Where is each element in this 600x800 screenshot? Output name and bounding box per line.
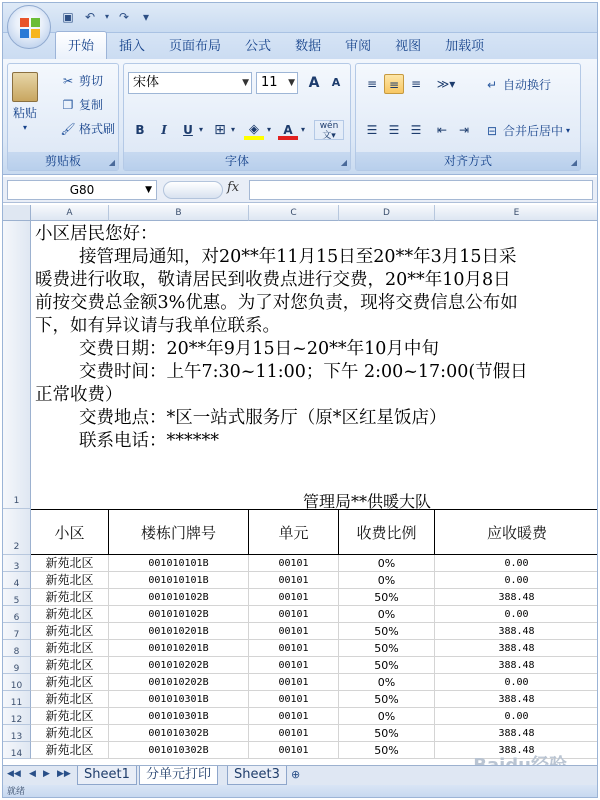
merge-center-label: 合并后居中 <box>503 124 564 138</box>
table-cell-unit[interactable]: 00101 <box>249 623 339 640</box>
table-cell-bldg[interactable]: 001010302B <box>109 742 249 759</box>
sheet-tab-sheet1[interactable]: Sheet1 <box>77 766 137 785</box>
row-header[interactable]: 7 <box>3 623 31 640</box>
align-right-icon[interactable]: ☰ <box>410 123 422 137</box>
paste-dropdown-icon: ▾ <box>22 123 27 132</box>
font-size-dropdown-icon: ▼ <box>288 78 295 88</box>
table-cell-ratio[interactable]: 50% <box>339 623 435 640</box>
alignment-group-label: 对齐方式 <box>356 152 580 170</box>
undo-icon[interactable]: ↶ <box>84 10 96 24</box>
table-cell-unit[interactable]: 00101 <box>249 589 339 606</box>
status-text: 就绪 <box>7 787 26 797</box>
column-header-e[interactable]: E <box>435 205 597 221</box>
align-left-icon[interactable]: ☰ <box>366 123 378 137</box>
header-building[interactable]: 楼栋门牌号 <box>109 509 249 555</box>
ribbon-tabs <box>3 33 597 59</box>
table-cell-ratio[interactable]: 0% <box>339 606 435 623</box>
notice-phone: 联系电话：****** <box>79 431 219 451</box>
table-cell-area[interactable]: 新苑北区 <box>31 691 109 708</box>
notice-date: 交费日期：20**年9月15日~20**年10月中旬 <box>79 339 439 359</box>
phonetic-guide-button[interactable]: wén 文▾ <box>314 120 344 140</box>
font-color-icon[interactable]: A <box>278 120 298 140</box>
table-cell-ratio[interactable]: 50% <box>339 725 435 742</box>
paste-button[interactable] <box>12 72 38 132</box>
customize-qat-icon[interactable]: ▾ <box>142 10 150 24</box>
table-cell-fee[interactable]: 0.00 <box>435 674 597 691</box>
copy-label: 复制 <box>79 98 104 112</box>
header-ratio[interactable]: 收费比例 <box>339 509 435 555</box>
quick-access-toolbar <box>59 9 155 25</box>
insert-function-icon[interactable]: fx <box>227 180 240 195</box>
first-sheet-icon[interactable]: ◀◀ <box>7 769 21 779</box>
font-launcher-icon[interactable]: ◢ <box>340 158 347 167</box>
table-cell-fee[interactable]: 388.48 <box>435 589 597 606</box>
column-header-d[interactable]: D <box>339 205 435 221</box>
clipboard-launcher-icon[interactable]: ◢ <box>108 158 115 167</box>
table-cell-fee[interactable]: 0.00 <box>435 555 597 572</box>
table-cell-unit[interactable]: 00101 <box>249 742 339 759</box>
table-cell-ratio[interactable]: 50% <box>339 640 435 657</box>
table-cell-fee[interactable]: 388.48 <box>435 623 597 640</box>
row-header-1-label: 1 <box>13 496 20 506</box>
copy-icon: ❐ <box>62 97 74 112</box>
table-cell-area[interactable]: 新苑北区 <box>31 555 109 572</box>
office-button[interactable] <box>7 5 51 49</box>
header-fee[interactable]: 应收暖费 <box>435 509 597 555</box>
font-group <box>123 63 351 171</box>
notice-greeting: 小区居民您好： <box>35 224 158 244</box>
ribbon <box>3 59 597 175</box>
fill-color-dropdown-icon[interactable]: ▾ <box>266 125 271 134</box>
notice-time-1: 交费时间：上午7:30~11:00；下午 2:00~17:00(节假日 <box>79 362 528 382</box>
table-cell-area[interactable]: 新苑北区 <box>31 708 109 725</box>
table-cell-fee[interactable]: 388.48 <box>435 742 597 759</box>
font-color-dropdown-icon[interactable]: ▾ <box>300 125 305 134</box>
row-header-2[interactable] <box>3 509 31 555</box>
header-area[interactable]: 小区 <box>31 509 109 555</box>
table-cell-bldg[interactable]: 001010202B <box>109 657 249 674</box>
font-name-dropdown-icon: ▼ <box>242 78 249 88</box>
row-header[interactable]: 3 <box>3 555 31 572</box>
table-cell-unit[interactable]: 00101 <box>249 674 339 691</box>
row-header[interactable]: 4 <box>3 572 31 589</box>
table-cell-fee[interactable]: 0.00 <box>435 606 597 623</box>
table-cell-ratio[interactable]: 50% <box>339 691 435 708</box>
notice-line-1: 接管理局通知，对20**年11月15日至20**年3月15日采 <box>79 247 517 267</box>
table-cell-unit[interactable]: 00101 <box>249 657 339 674</box>
redo-icon[interactable]: ↷ <box>118 10 130 24</box>
last-sheet-icon[interactable]: ▶▶ <box>57 769 71 779</box>
table-cell-unit[interactable]: 00101 <box>249 606 339 623</box>
table-cell-unit[interactable]: 00101 <box>249 725 339 742</box>
table-cell-unit[interactable]: 00101 <box>249 708 339 725</box>
table-cell-area[interactable]: 新苑北区 <box>31 742 109 759</box>
table-cell-bldg[interactable]: 001010201B <box>109 640 249 657</box>
row-header-1[interactable] <box>3 221 31 509</box>
next-sheet-icon[interactable]: ▶ <box>43 769 50 779</box>
wrap-text-label: 自动换行 <box>503 78 552 92</box>
table-cell-fee[interactable]: 388.48 <box>435 725 597 742</box>
row-header[interactable]: 5 <box>3 589 31 606</box>
header-unit[interactable]: 单元 <box>249 509 339 555</box>
column-header-b[interactable]: B <box>109 205 249 221</box>
table-cell-bldg[interactable]: 001010101B <box>109 555 249 572</box>
name-box-value: G80 <box>69 183 95 197</box>
tab-insert[interactable]: 插入 <box>119 39 146 54</box>
bold-button[interactable]: B <box>135 123 145 137</box>
notice-text <box>35 223 593 453</box>
table-cell-area[interactable]: 新苑北区 <box>31 657 109 674</box>
table-cell-ratio[interactable]: 0% <box>339 572 435 589</box>
table-cell-unit[interactable]: 00101 <box>249 640 339 657</box>
table-cell-area[interactable]: 新苑北区 <box>31 623 109 640</box>
paste-label: 粘贴 <box>12 106 37 120</box>
font-size-value: 11 <box>261 75 278 90</box>
table-cell-area[interactable]: 新苑北区 <box>31 725 109 742</box>
notice-time-2: 正常收费） <box>35 385 123 405</box>
row-header[interactable]: 12 <box>3 708 31 725</box>
office-logo-icon <box>19 17 41 39</box>
notice-line-3: 前按交费总金额3%优惠。为了对您负责，现将交费信息公布如 <box>35 293 518 313</box>
table-cell-ratio[interactable]: 0% <box>339 674 435 691</box>
merge-dropdown-icon: ▾ <box>566 126 571 135</box>
table-cell-bldg[interactable]: 001010301B <box>109 708 249 725</box>
table-cell-area[interactable]: 新苑北区 <box>31 572 109 589</box>
increase-indent-icon[interactable]: ⇥ <box>458 123 470 137</box>
table-cell-bldg[interactable]: 001010302B <box>109 725 249 742</box>
table-cell-bldg[interactable]: 001010102B <box>109 606 249 623</box>
row-header[interactable]: 9 <box>3 657 31 674</box>
table-cell-bldg[interactable]: 001010102B <box>109 589 249 606</box>
table-cell-area[interactable]: 新苑北区 <box>31 606 109 623</box>
alignment-launcher-icon[interactable]: ◢ <box>570 158 577 167</box>
tab-review[interactable]: 审阅 <box>345 39 372 54</box>
tab-formulas[interactable]: 公式 <box>245 39 272 54</box>
undo-dropdown-icon[interactable]: ▾ <box>104 12 109 21</box>
alignment-group <box>355 63 581 171</box>
row-header-2-label: 2 <box>13 542 20 552</box>
sheet-tab-unit-print[interactable]: 分单元打印 <box>139 766 218 785</box>
cut-label: 剪切 <box>79 74 104 88</box>
phonetic-label: wén <box>319 121 339 131</box>
tab-page-layout[interactable]: 页面布局 <box>169 39 222 54</box>
table-cell-fee[interactable]: 0.00 <box>435 572 597 589</box>
excel-window <box>2 2 598 798</box>
sheet-tab-bar <box>3 765 597 785</box>
table-cell-bldg[interactable]: 001010202B <box>109 674 249 691</box>
name-box[interactable] <box>7 180 157 200</box>
select-all-corner[interactable] <box>3 205 31 221</box>
title-bar <box>3 3 597 33</box>
table-cell-ratio[interactable]: 0% <box>339 708 435 725</box>
table-cell-fee[interactable]: 0.00 <box>435 708 597 725</box>
decrease-indent-icon[interactable]: ⇤ <box>436 123 448 137</box>
column-header-c[interactable]: C <box>249 205 339 221</box>
tab-addins[interactable]: 加载项 <box>445 39 485 54</box>
table-cell-fee[interactable]: 388.48 <box>435 640 597 657</box>
cut-button[interactable] <box>60 72 103 89</box>
underline-button[interactable]: U <box>183 123 193 137</box>
row-header[interactable]: 6 <box>3 606 31 623</box>
row-header[interactable]: 11 <box>3 691 31 708</box>
format-painter-label: 格式刷 <box>79 122 116 136</box>
formula-input[interactable] <box>249 180 593 200</box>
table-cell-bldg[interactable]: 001010301B <box>109 691 249 708</box>
status-bar <box>3 785 597 798</box>
table-cell-fee[interactable]: 388.48 <box>435 657 597 674</box>
worksheet <box>3 205 597 765</box>
table-cell-area[interactable]: 新苑北区 <box>31 640 109 657</box>
borders-dropdown-icon[interactable]: ▾ <box>230 125 235 134</box>
clipboard-group-label: 剪贴板 <box>8 152 118 170</box>
table-cell-ratio[interactable]: 50% <box>339 589 435 606</box>
save-icon[interactable]: ▣ <box>62 10 74 24</box>
sheet-tab-sheet3[interactable]: Sheet3 <box>227 766 287 785</box>
wrap-text-icon: ↵ <box>486 77 498 92</box>
table-cell-unit[interactable]: 00101 <box>249 572 339 589</box>
clipboard-group <box>7 63 119 171</box>
italic-button[interactable]: I <box>161 123 167 137</box>
row-header[interactable]: 10 <box>3 674 31 691</box>
table-cell-bldg[interactable]: 001010201B <box>109 623 249 640</box>
orientation-icon[interactable]: ≫▾ <box>436 77 456 91</box>
font-name-value: 宋体 <box>133 75 160 90</box>
borders-icon[interactable]: ⊞ <box>214 122 226 138</box>
align-center-icon[interactable]: ☰ <box>388 123 400 137</box>
column-header-a[interactable]: A <box>31 205 109 221</box>
table-cell-fee[interactable]: 388.48 <box>435 691 597 708</box>
row-header[interactable]: 13 <box>3 725 31 742</box>
row-header[interactable]: 14 <box>3 742 31 759</box>
format-painter-button[interactable] <box>60 120 115 137</box>
font-group-label: 字体 <box>124 152 350 170</box>
notice-line-4: 下，如有异议请与我单位联系。 <box>35 316 280 336</box>
formula-bar <box>3 177 597 203</box>
align-top-icon[interactable]: ≡ <box>366 77 378 91</box>
formula-bar-handle[interactable] <box>163 181 223 199</box>
merge-icon: ⊟ <box>486 123 498 138</box>
shrink-font-button[interactable]: A <box>331 76 341 89</box>
notice-place: 交费地点：*区一站式服务厅（原*区红星饭店） <box>79 408 447 428</box>
underline-dropdown-icon[interactable]: ▾ <box>198 125 203 134</box>
tab-data[interactable]: 数据 <box>295 39 322 54</box>
grow-font-button[interactable]: A <box>308 75 320 91</box>
table-cell-ratio[interactable]: 50% <box>339 742 435 759</box>
row-header[interactable]: 8 <box>3 640 31 657</box>
table-cell-bldg[interactable]: 001010101B <box>109 572 249 589</box>
font-name-combo[interactable] <box>128 72 252 94</box>
notice-signature: 管理局**供暖大队 <box>303 492 432 511</box>
fill-color-icon[interactable]: ◈ <box>244 120 264 140</box>
table-cell-unit[interactable]: 00101 <box>249 691 339 708</box>
tab-home[interactable]: 开始 <box>55 31 107 59</box>
insert-sheet-icon[interactable]: ⊕ <box>291 768 301 781</box>
name-box-dropdown-icon: ▼ <box>145 185 152 195</box>
format-painter-icon: 🖌 <box>60 121 76 136</box>
copy-button[interactable] <box>60 96 103 113</box>
notice-line-2: 暖费进行收取，敬请居民到收费点进行交费，20**年10月8日 <box>35 270 511 290</box>
tab-view[interactable]: 视图 <box>395 39 422 54</box>
prev-sheet-icon[interactable]: ◀ <box>29 769 36 779</box>
align-middle-icon[interactable]: ≡ <box>384 74 404 94</box>
merge-center-button[interactable] <box>484 122 570 139</box>
wrap-text-button[interactable] <box>484 76 551 93</box>
table-cell-unit[interactable]: 00101 <box>249 555 339 572</box>
table-cell-area[interactable]: 新苑北区 <box>31 589 109 606</box>
align-bottom-icon[interactable]: ≡ <box>410 77 422 91</box>
paste-icon <box>12 72 38 102</box>
scissors-icon: ✂ <box>62 73 74 88</box>
table-cell-ratio[interactable]: 50% <box>339 657 435 674</box>
font-size-combo[interactable] <box>256 72 298 94</box>
table-cell-ratio[interactable]: 0% <box>339 555 435 572</box>
table-cell-area[interactable]: 新苑北区 <box>31 674 109 691</box>
